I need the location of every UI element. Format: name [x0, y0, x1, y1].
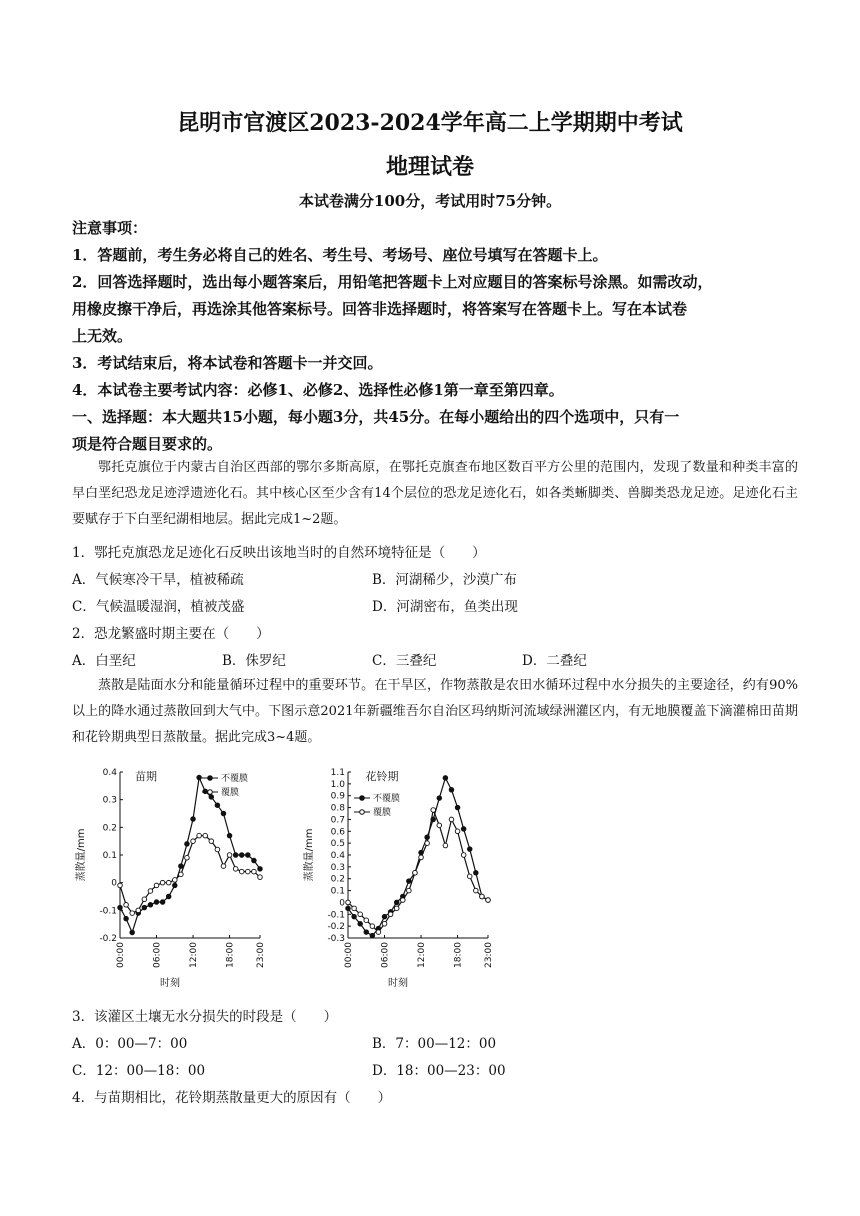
section-heading-line-2: 项是符合题目要求的。 — [72, 435, 223, 453]
x-tick-label: 12:00 — [417, 942, 428, 968]
data-point — [142, 897, 147, 902]
question-4-stem: 4．与苗期相比，花铃期蒸散量更大的原因有（ ） — [72, 1090, 392, 1106]
data-point — [118, 905, 123, 910]
data-point — [358, 912, 363, 917]
data-point — [352, 914, 357, 919]
data-point — [227, 833, 232, 838]
exam-info: 本试卷满分100分，考试用时75分钟。 — [298, 192, 562, 210]
note-3: 3．考试结束后，将本试卷和答题卡一并交回。 — [72, 354, 383, 372]
legend-label: 覆膜 — [373, 808, 392, 818]
data-point — [154, 900, 159, 905]
question-2-option-b: B．侏罗纪 — [222, 653, 286, 669]
data-point — [239, 869, 244, 874]
x-axis-label: 时刻 — [388, 978, 408, 989]
y-tick-label: 1.1 — [330, 768, 345, 778]
y-tick-label: 0 — [339, 898, 345, 909]
y-tick-label: 0.3 — [330, 862, 345, 873]
question-2-option-c: C．三叠纪 — [372, 653, 437, 669]
data-point — [419, 855, 424, 860]
y-tick-label: 0.1 — [330, 886, 345, 897]
data-point — [252, 858, 257, 863]
x-tick-label: 23:00 — [256, 942, 266, 968]
chart-title: 苗期 — [135, 770, 157, 783]
y-axis-label: 蒸散量/mm — [76, 828, 87, 882]
y-tick-label: 0 — [111, 878, 117, 889]
data-point — [160, 880, 165, 885]
data-point — [394, 900, 399, 905]
data-point — [370, 924, 375, 929]
data-point — [455, 829, 460, 834]
note-2-line-2: 用橡皮擦干净后，再选涂其他答案标号。回答非选择题时，将答案写在答题卡上。写在本试卷 — [72, 300, 688, 318]
exam-title: 昆明市官渡区2023-2024学年高二上学期期中考试 — [177, 110, 683, 136]
data-point — [480, 894, 485, 899]
note-2-line-3: 上无效。 — [72, 327, 133, 345]
x-tick-label: 23:00 — [484, 942, 494, 968]
question-3-option-c: C．12：00—18：00 — [72, 1063, 206, 1079]
question-1-stem: 1．鄂托克旗恐龙足迹化石反映出该地当时的自然环境特征是（ ） — [72, 545, 486, 561]
data-point — [239, 853, 244, 858]
data-point — [221, 864, 226, 869]
data-point — [443, 843, 448, 848]
data-point — [166, 894, 171, 899]
data-point — [437, 823, 442, 828]
legend-label: 不覆膜 — [221, 774, 249, 784]
data-point — [474, 870, 479, 875]
data-point — [407, 879, 412, 884]
section-heading-line-1: 一、选择题：本大题共15小题，每小题3分，共45分。在每小题给出的四个选项中，只有一 — [72, 408, 680, 426]
data-point — [233, 853, 238, 858]
data-point — [197, 775, 202, 780]
chart-flowering — [300, 760, 500, 990]
data-point — [246, 853, 251, 858]
data-point — [382, 921, 387, 926]
data-point — [124, 916, 129, 921]
data-point — [443, 776, 448, 781]
y-tick-label: 0.9 — [330, 791, 345, 802]
data-point — [461, 853, 466, 858]
data-point — [166, 880, 171, 885]
data-point — [346, 906, 351, 911]
data-point — [209, 795, 214, 800]
data-point — [148, 903, 153, 908]
series-line-film — [120, 836, 260, 913]
data-point — [346, 900, 351, 905]
data-point — [461, 827, 466, 832]
chart-title: 花铃期 — [365, 770, 399, 783]
data-point — [364, 930, 369, 935]
x-tick-label: 06:00 — [152, 942, 163, 968]
data-point — [118, 883, 123, 888]
y-tick-label: 0.7 — [330, 815, 345, 826]
data-point — [455, 805, 460, 810]
notes-heading: 注意事项： — [72, 219, 148, 237]
question-1-option-c: C．气候温暖湿润，植被茂盛 — [72, 599, 245, 615]
y-tick-label: -0.1 — [327, 910, 345, 921]
note-2-line-1: 2．回答选择题时，选出每小题答案后，用铅笔把答题卡上对应题目的答案标号涂黑。如需改动， — [72, 273, 713, 291]
data-point — [407, 888, 412, 893]
x-tick-label: 06:00 — [380, 942, 391, 968]
data-point — [160, 900, 165, 905]
data-point — [148, 889, 153, 894]
y-tick-label: 0.2 — [330, 874, 345, 885]
y-tick-label: 0.1 — [102, 851, 117, 861]
data-point — [233, 867, 238, 872]
question-3-option-a: A．0：00—7：00 — [72, 1036, 188, 1052]
question-2-stem: 2．恐龙繁盛时期主要在（ ） — [72, 626, 270, 642]
series-line-no-film — [348, 778, 488, 936]
question-1-option-d: D．河湖密布，鱼类出现 — [372, 599, 518, 615]
data-point — [431, 808, 436, 813]
data-point — [352, 906, 357, 911]
passage-2: 蒸散是陆面水分和能量循环过程中的重要环节。在干旱区，作物蒸散是农田水循环过程中水分损失的主要途径，约有90%以上的降水通过蒸散回到大气中。下图示意2021年新疆维吾尔自治区玛纳斯河流域绿洲灌区内，有无地膜覆盖下滴灌棉田苗期和花铃期典型日蒸散量。据此完成3~4题。 — [72, 678, 798, 745]
data-point — [376, 930, 381, 935]
y-tick-label: 0.2 — [102, 823, 117, 834]
question-3-option-b: B．7：00—12：00 — [372, 1036, 497, 1052]
legend-label: 不覆膜 — [373, 794, 401, 804]
x-tick-label: 12:00 — [189, 942, 200, 968]
question-3-stem: 3．该灌区土壤无水分损失的时段是（ ） — [72, 1009, 338, 1025]
data-point — [203, 833, 208, 838]
data-point — [413, 870, 418, 875]
data-point — [400, 898, 405, 903]
data-point — [221, 811, 226, 816]
data-point — [449, 787, 454, 792]
y-tick-label: 0.6 — [330, 827, 345, 838]
data-point — [215, 803, 220, 808]
x-tick-label: 00:00 — [344, 942, 354, 968]
data-point — [258, 875, 263, 880]
note-4: 4．本试卷主要考试内容：必修1、必修2、选择性必修1第一章至第四章。 — [72, 381, 564, 399]
data-point — [142, 905, 147, 910]
question-3-option-d: D．18：00—23：00 — [372, 1063, 506, 1079]
legend-marker — [360, 796, 365, 801]
data-point — [364, 918, 369, 923]
question-1-option-b: B．河湖稀少，沙漠广布 — [372, 572, 517, 588]
data-point — [203, 789, 208, 794]
series-line-film — [348, 810, 488, 932]
y-tick-label: 0.4 — [330, 851, 345, 861]
data-point — [486, 898, 491, 903]
data-point — [358, 921, 363, 926]
data-point — [437, 796, 442, 801]
data-point — [382, 914, 387, 919]
data-point — [215, 847, 220, 852]
legend-marker — [208, 790, 213, 795]
data-point — [179, 864, 184, 869]
legend-label: 覆膜 — [221, 788, 240, 798]
question-1-option-a: A．气候寒冷干旱，植被稀疏 — [72, 572, 244, 588]
x-tick-label: 18:00 — [225, 942, 236, 968]
y-tick-label: -0.1 — [99, 906, 117, 917]
data-point — [154, 883, 159, 888]
data-point — [246, 869, 251, 874]
question-2-option-a: A．白垩纪 — [72, 653, 136, 669]
data-point — [172, 878, 177, 883]
y-tick-label: 0.5 — [330, 839, 345, 850]
passage-1: 鄂托克旗位于内蒙古自治区西部的鄂尔多斯高原，在鄂托克旗查布地区数百平方公里的范围内，发现了数量和种类丰富的早白垩纪恐龙足迹浮遗迹化石。其中核心区至少含有14个层位的恐龙足迹化石，如各类蜥脚类、兽脚类恐龙足迹。足迹化石主要赋存于下白垩纪湖相地层。据此完成1~2题。 — [72, 460, 798, 527]
data-point — [191, 817, 196, 822]
data-point — [185, 842, 190, 847]
legend-marker — [360, 810, 365, 815]
data-point — [209, 839, 214, 844]
data-point — [130, 930, 135, 935]
x-axis-label: 时刻 — [160, 978, 180, 989]
data-point — [191, 839, 196, 844]
y-tick-label: 0.4 — [102, 768, 117, 778]
data-point — [394, 906, 399, 911]
x-tick-label: 18:00 — [453, 942, 464, 968]
data-point — [425, 841, 430, 846]
data-point — [258, 867, 263, 872]
note-1: 1．答题前，考生务必将自己的姓名、考生号、考场号、座位号填写在答题卡上。 — [72, 246, 608, 264]
data-point — [172, 883, 177, 888]
data-point — [449, 817, 454, 822]
exam-subtitle: 地理试卷 — [385, 154, 474, 180]
chart-seedling — [72, 760, 272, 990]
data-point — [467, 847, 472, 852]
y-tick-label: -0.2 — [327, 922, 345, 933]
data-point — [370, 933, 375, 938]
data-point — [124, 903, 129, 908]
data-point — [388, 912, 393, 917]
legend-marker — [208, 776, 213, 781]
data-point — [227, 853, 232, 858]
data-point — [136, 908, 141, 913]
data-point — [467, 874, 472, 879]
y-tick-label: -0.3 — [327, 934, 345, 944]
y-tick-label: 0.3 — [102, 795, 117, 806]
data-point — [185, 855, 190, 860]
question-2-option-d: D．二叠纪 — [522, 653, 587, 669]
y-axis-label: 蒸散量/mm — [304, 828, 315, 882]
y-tick-label: 0.8 — [330, 803, 345, 814]
y-tick-label: -0.2 — [99, 934, 117, 944]
data-point — [197, 833, 202, 838]
data-point — [179, 872, 184, 877]
y-tick-label: 1.0 — [330, 779, 345, 790]
data-point — [474, 888, 479, 893]
data-point — [252, 869, 257, 874]
x-tick-label: 00:00 — [116, 942, 126, 968]
data-point — [130, 911, 135, 916]
